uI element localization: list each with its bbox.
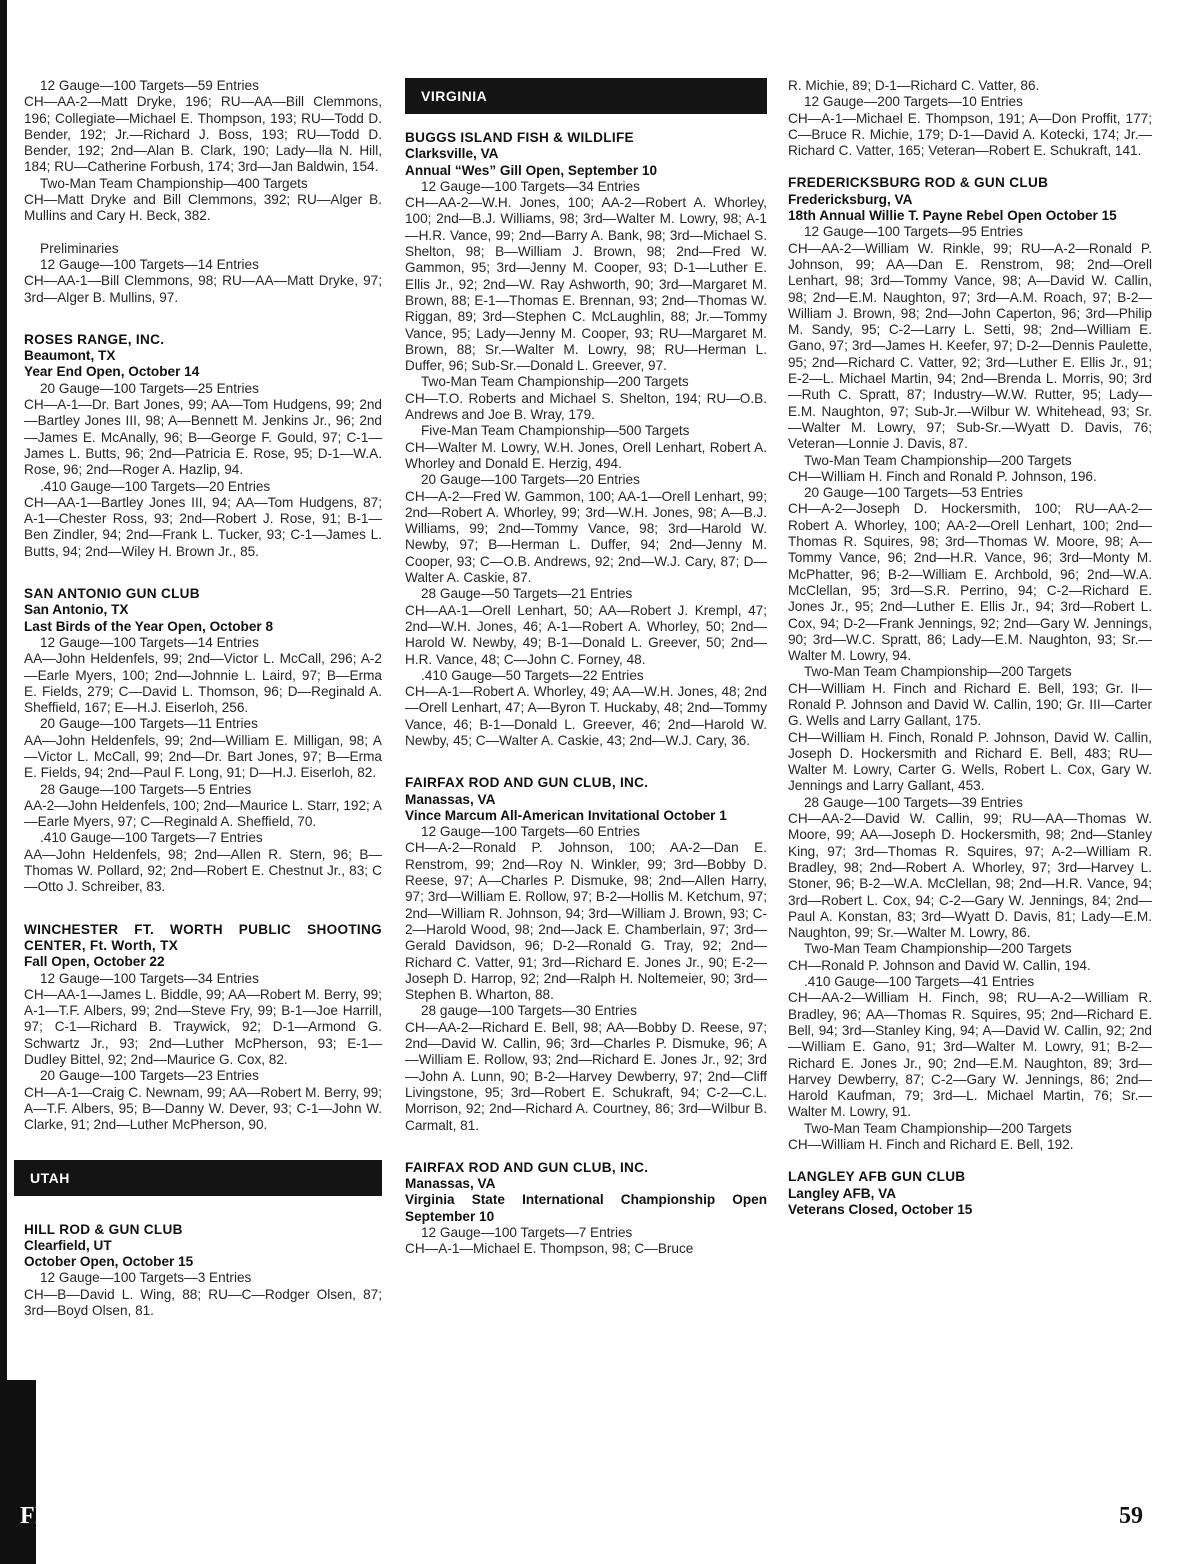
club-location: Manassas, VA	[405, 1176, 496, 1192]
results-paragraph: CH—T.O. Roberts and Michael S. Shelton, 194; RU—O.B. Andrews and Joe B. Wray, 179.	[405, 390, 767, 423]
club-name: BUGGS ISLAND FISH & WILDLIFE	[405, 130, 634, 145]
spacer	[24, 896, 382, 922]
event-division-line: .410 Gauge—100 Targets—7 Entries	[40, 830, 263, 846]
club-name: HILL ROD & GUN CLUB	[24, 1221, 183, 1237]
event-title: Vince Marcum All-American Invitational October 1	[405, 807, 727, 823]
club-location: Clarksville, VA	[405, 146, 499, 162]
club-name: FREDERICKSBURG ROD & GUN CLUB	[788, 175, 1049, 191]
event-division-line: .410 Gauge—50 Targets—22 Entries	[421, 667, 644, 683]
club-location: Clearfield, UT	[24, 1237, 112, 1253]
event-division-line: 12 Gauge—100 Targets—95 Entries	[804, 224, 1023, 240]
results-paragraph: CH—William H. Finch and Ronald P. Johnson, 196.	[788, 468, 1097, 484]
club-name: ROSES RANGE, INC.	[24, 331, 165, 347]
spacer	[24, 1134, 382, 1160]
event-division-line: 20 Gauge—100 Targets—53 Entries	[804, 485, 1023, 501]
results-paragraph: CH—AA-2—William H. Finch, 98; RU—A-2—William R. Bradley, 96; AA—Thomas R. Squires, 95; 2nd—Richard E. Bell, 94; 3rd—Stanley King, 94; A—David W. Callin, 92; 2nd—William E. Gano, 91; 3rd—Walter M. Lowry, 91; B-2—Richard E. Jones Jr., 90; 2nd—E.M. Naughton, 89; 3rd—Harvey Dewberry, 87; C-2—Gary W. Jennings, 86; 2nd—Harold Kaufman, 79; 3rd—L. Michael Martin, 76; Sr.—Walter M. Lowry, 91.	[788, 990, 1152, 1120]
club-location: Beaumont, TX	[24, 348, 116, 364]
results-paragraph: CH—William H. Finch, Ronald P. Johnson, David W. Callin, Joseph D. Hockersmith and Richard E. Bell, 483; RU—Walter M. Lowry, Carter G. Wells, Robert L. Cox, Gary W. Jennings and Larry Gallant, 453.	[788, 729, 1152, 794]
event-title: Fall Open, October 22	[24, 954, 165, 970]
results-paragraph: CH—A-2—Ronald P. Johnson, 100; AA-2—Dan E. Renstrom, 99; 2nd—Roy N. Winkler, 99; 3rd—Bobby D. Reese, 97; A—Charles P. Dismuke, 98; 2nd—Allen Harry, 97; 3rd—William E. Rollow, 97; B-2—Hollis M. Ketchum, 97; 2nd—William R. Johnson, 94; 3rd—William J. Brown, 93; C-2—Harold Wood, 98; 2nd—Jack E. Chamberlain, 97; 3rd—Gerald Davidson, 96; D-2—Ronald G. Tray, 92; 2nd—Richard C. Vatter, 91; 3rd—Richard E. Jones Jr., 90; E-2—Joseph D. Harrop, 92; 2nd—Ralph H. Noltemeier, 90; 3rd—Stephen B. Wharton, 88.	[405, 840, 767, 1003]
results-paragraph: CH—AA-2—William W. Rinkle, 99; RU—A-2—Ronald P. Johnson, 99; AA—Dan E. Renstrom, 98; 2nd—Orell Lenhart, 98; 3rd—Tommy Vance, 98; A—David W. Callin, 98; 2nd—E.M. Naughton, 97; 3rd—A.M. Roach, 97; B-2—William J. Brown, 98; 2nd—John Caperton, 96; 3rd—Philip M. Sandy, 95; C-2—Larry L. Setti, 98; 2nd—William E. Gano, 97; 3rd—James H. Keefer, 97; D-2—Dennis Paulette, 95; 2nd—Richard C. Vatter, 92; 3rd—Luther E. Ellis Jr., 91; E-2—L. Michael Martin, 94; 2nd—Brenda L. Morris, 90; 3rd—Ruth C. Spratt, 87; Industry—W.W. Rutter, 95; Lady—E.M. Naughton, 97; Sub-Jr.—Wilbur W. Whitehead, 93; Sr.—Walter M. Lowry, 97; Sub-Sr.—Wyatt D. Davis, 76; Veteran—Lonnie J. Davis, 87.	[788, 240, 1152, 452]
event-division-line: Two-Man Team Championship—200 Targets	[421, 374, 689, 390]
page-binding-shadow-lower	[0, 1380, 36, 1564]
results-paragraph: AA—John Heldenfels, 98; 2nd—Allen R. Stern, 96; B—Thomas W. Pollard, 92; 2nd—Robert E. Chestnut Jr., 83; C—Otto J. Schreiber, 83.	[24, 846, 382, 895]
event-division-line: 20 Gauge—100 Targets—23 Entries	[40, 1068, 259, 1084]
spacer	[24, 1196, 382, 1222]
results-paragraph: CH—William H. Finch and Richard E. Bell, 193; Gr. II—Ronald P. Johnson and David W. Callin, 190; Gr. III—Carter G. Wells and Larry Gallant, 175.	[788, 680, 1152, 729]
event-division-line: Two-Man Team Championship—200 Targets	[804, 941, 1072, 957]
event-division-line: 28 Gauge—50 Targets—21 Entries	[421, 586, 633, 602]
event-title: Virginia State International Championship Open September 10	[405, 1192, 767, 1224]
club-name: SAN ANTONIO GUN CLUB	[24, 586, 200, 602]
event-division-line: .410 Gauge—100 Targets—41 Entries	[804, 974, 1035, 990]
club-name: FAIRFAX ROD AND GUN CLUB, INC.	[405, 1159, 649, 1175]
results-paragraph: CH—AA-1—Bill Clemmons, 98; RU—AA—Matt Dryke, 97; 3rd—Alger B. Mullins, 97.	[24, 273, 382, 305]
column-middle	[405, 78, 767, 1258]
spacer	[788, 159, 1152, 175]
club-location: Manassas, VA	[405, 791, 496, 807]
results-paragraph: AA-2—John Heldenfels, 100; 2nd—Maurice L. Starr, 192; A—Earle Myers, 97; C—Reginald A. Sheffield, 70.	[24, 797, 382, 830]
event-division-line: Preliminaries	[40, 240, 119, 256]
results-paragraph: CH—A-2—Fred W. Gammon, 100; AA-1—Orell Lenhart, 99; 2nd—Robert A. Whorley, 99; 3rd—W.H. Jones, 98; A—B.J. Williams, 99; 2nd—Tommy Vance, 98; 3rd—Harold W. Newby, 97; B—Herman L. Duffer, 94; 2nd—Jenny M. Cooper, 93; C—O.B. Andrews, 92; 2nd—W.J. Cary, 87; D—Walter A. Caskie, 87.	[405, 488, 767, 586]
state-section-header: VIRGINIA	[405, 78, 767, 114]
event-division-line: 28 Gauge—100 Targets—39 Entries	[804, 794, 1023, 810]
spacer	[788, 1153, 1152, 1169]
results-paragraph: CH—A-1—Dr. Bart Jones, 99; AA—Tom Hudgens, 99; 2nd—Bartley Jones III, 98; A—Bennett M. Jenkins Jr., 96; 2nd—James E. McAnally, 96; B—George F. Gould, 97; C-1—James L. Butts, 96; 2nd—Patricia E. Rose, 95; D-1—W.A. Rose, 96; 2nd—Roger A. Hazlip, 94.	[24, 397, 382, 478]
event-title: Annual “Wes” Gill Open, September 10	[405, 162, 658, 178]
spacer	[405, 1134, 767, 1160]
spacer	[24, 225, 382, 241]
event-division-line: 12 Gauge—100 Targets—34 Entries	[421, 178, 640, 194]
event-division-line: 12 Gauge—100 Targets—7 Entries	[421, 1225, 633, 1240]
spacer	[24, 560, 382, 586]
event-division-line: Two-Man Team Championship—200 Targets	[804, 452, 1072, 468]
event-title: Year End Open, October 14	[24, 364, 200, 380]
results-paragraph: CH—A-2—Joseph D. Hockersmith, 100; RU—AA-2—Robert A. Whorley, 100; AA-2—Orell Lenhart, 100; 2nd—Thomas R. Squires, 98; 3rd—Thomas W. Moore, 98; A—Tommy Vance, 96; 2nd—H.R. Vance, 96; 3rd—Monty M. McPhatter, 96; B-2—William E. Archbold, 96; 2nd—W.A. McClellan, 95; 3rd—S.R. Perrino, 94; C-2—Richard E. Jones Jr., 95; 2nd—Luther E. Ellis Jr., 94; 3rd—Robert L. Cox, 94; D-2—Frank Jennings, 92; 2nd—Gary W. Jennings, 90; 3rd—W.C. Spratt, 86; Lady—E.M. Naughton, 93; Sr.—Walter M. Lowry, 94.	[788, 501, 1152, 664]
event-division-line: 12 Gauge—100 Targets—14 Entries	[40, 634, 259, 650]
results-paragraph: CH—Walter M. Lowry, W.H. Jones, Orell Lenhart, Robert A. Whorley and Donald E. Herzig, 494.	[405, 439, 767, 471]
club-location: San Antonio, TX	[24, 602, 129, 618]
event-title: Veterans Closed, October 15	[788, 1201, 973, 1217]
event-division-line: 28 Gauge—100 Targets—5 Entries	[40, 781, 252, 797]
event-division-line: Two-Man Team Championship—200 Targets	[804, 664, 1072, 680]
results-paragraph: CH—AA-1—Orell Lenhart, 50; AA—Robert J. Krempl, 47; 2nd—W.H. Jones, 46; A-1—Robert A. Whorley, 50; 2nd—Harold W. Newby, 49; B-1—Donald L. Greever, 50; 2nd—H.R. Vance, 48; C—John C. Forney, 48.	[405, 602, 767, 667]
club-name: WINCHESTER FT. WORTH PUBLIC SHOOTING CENTER, Ft. Worth, TX	[24, 921, 382, 953]
results-paragraph: CH—A-1—Michael E. Thompson, 98; C—Bruce	[405, 1241, 694, 1257]
results-paragraph: CH—AA-2—Matt Dryke, 196; RU—AA—Bill Clemmons, 196; Collegiate—Michael E. Thompson, 193; RU—Todd D. Bender, 192; Jr.—Richard J. Boss, 193; RU—Todd D. Bender, 192; 2nd—Alan B. Clark, 190; Lady—lla N. Hill, 184; RU—Catherine Forbush, 174; 3rd—Jan Baldwin, 154.	[24, 94, 382, 175]
event-division-line: 20 Gauge—100 Targets—20 Entries	[421, 472, 640, 488]
results-paragraph: CH—A-1—Craig C. Newnam, 99; AA—Robert M. Berry, 99; A—T.F. Albers, 95; B—Danny W. Dever, 93; C-1—John W. Clarke, 91; 2nd—Luther McPherson, 90.	[24, 1084, 382, 1133]
event-title: Last Birds of the Year Open, October 8	[24, 618, 274, 634]
results-paragraph: R. Michie, 89; D-1—Richard C. Vatter, 86.	[788, 78, 1040, 93]
results-paragraph: AA—John Heldenfels, 99; 2nd—Victor L. McCall, 296; A-2—Earle Myers, 100; 2nd—Johnnie L. Laird, 97; B—Erma E. Fields, 279; C—David L. Thomson, 96; D—Reginald A. Sheffield, 167; E—H.J. Eiserloh, 256.	[24, 651, 382, 716]
event-division-line: 12 Gauge—200 Targets—10 Entries	[804, 94, 1023, 110]
results-paragraph: CH—William H. Finch and Richard E. Bell, 192.	[788, 1137, 1074, 1152]
spacer	[405, 749, 767, 775]
event-division-line: 12 Gauge—100 Targets—60 Entries	[421, 824, 640, 840]
club-location: Langley AFB, VA	[788, 1185, 897, 1201]
results-paragraph: CH—AA-1—James L. Biddle, 99; AA—Robert M. Berry, 99; A-1—T.F. Albers, 99; 2nd—Steve Fry, 99; B-1—Joe Harrill, 97; C-1—Richard B. Traywick, 92; D-1—Armond G. Schwartz Jr., 93; 2nd—Luther McPherson, 93; E-1—Dudley Bittel, 92; 2nd—Maurice G. Cox, 82.	[24, 986, 382, 1068]
event-title: 18th Annual Willie T. Payne Rebel Open October 15	[788, 208, 1117, 224]
results-paragraph: CH—Matt Dryke and Bill Clemmons, 392; RU—Alger B. Mullins and Cary H. Beck, 382.	[24, 192, 382, 224]
footer-issue-date: FEBRUARY 1979	[20, 1503, 213, 1529]
club-location: Fredericksburg, VA	[788, 191, 913, 207]
footer-page-number: 59	[1119, 1503, 1143, 1529]
club-name: LANGLEY AFB GUN CLUB	[788, 1169, 966, 1185]
club-name: FAIRFAX ROD AND GUN CLUB, INC.	[405, 775, 649, 791]
event-division-line: Two-Man Team Championship—200 Targets	[804, 1120, 1072, 1136]
event-division-line: Five-Man Team Championship—500 Targets	[421, 423, 690, 439]
event-division-line: 28 gauge—100 Targets—30 Entries	[421, 1003, 637, 1019]
event-division-line: 12 Gauge—100 Targets—34 Entries	[40, 970, 259, 986]
results-paragraph: CH—A-1—Michael E. Thompson, 191; A—Don Proffit, 177; C—Bruce R. Michie, 179; D-1—David A. Kotecki, 174; Jr.—Richard C. Vatter, 165; Veteran—Robert E. Schukraft, 141.	[788, 110, 1152, 159]
results-paragraph: CH—AA-2—W.H. Jones, 100; AA-2—Robert A. Whorley, 100; 2nd—B.J. Williams, 98; 3rd—Walter M. Lowry, 98; A-1—H.R. Vance, 99; 2nd—Barry A. Bank, 98; 3rd—Michael S. Shelton, 98; B—William J. Brown, 98; 2nd—Fred W. Gammon, 95; 3rd—Jenny M. Cooper, 93; D-1—Luther E. Ellis Jr., 92; 2nd—W. Ray Ashworth, 90; 3rd—Margaret M. Brown, 88; E-1—Thomas E. Brennan, 93; 2nd—Thomas W. Riggan, 89; 3rd—Stephen C. McLaughlin, 88; Jr.—Tommy Vance, 95; Lady—Jenny M. Cooper, 93; RU—Margaret M. Brown, 88; Sr.—Walter M. Lowry, 98; RU—Herman L. Duffer, 96; Sub-Sr.—Donald L. Greever, 97.	[405, 195, 767, 374]
page-binding-shadow	[0, 0, 7, 1564]
results-paragraph: CH—A-1—Robert A. Whorley, 49; AA—W.H. Jones, 48; 2nd—Orell Lenhart, 47; A—Byron T. Huckaby, 48; 2nd—Tommy Vance, 46; B-1—Donald L. Greever, 46; 2nd—Harold W. Newby, 45; C—Walter A. Caskie, 43; 2nd—W.J. Cary, 36.	[405, 684, 767, 748]
column-right	[788, 78, 1152, 1218]
results-paragraph: CH—AA-2—Richard E. Bell, 98; AA—Bobby D. Reese, 97; 2nd—David W. Callin, 96; 3rd—Charles P. Dismuke, 96; A—William E. Rollow, 93; 2nd—Richard E. Jones Jr., 92; 3rd—John A. Lunn, 90; B-2—Harvey Dewberry, 97; 2nd—Cliff Livingstone, 95; 3rd—Robert E. Schukraft, 94; C-2—C.L. Morrison, 92; 2nd—Richard A. Courtney, 86; 3rd—Wilbur B. Carmalt, 81.	[405, 1019, 767, 1133]
spacer	[24, 306, 382, 332]
results-paragraph: CH—Ronald P. Johnson and David W. Callin, 194.	[788, 957, 1091, 973]
event-division-line: 20 Gauge—100 Targets—11 Entries	[40, 716, 258, 732]
results-paragraph: CH—AA-1—Bartley Jones III, 94; AA—Tom Hudgens, 87; A-1—Chester Ross, 93; 2nd—Robert J. Rose, 91; B-1—Ben Zindler, 94; 2nd—Frank L. Tucker, 93; C-1—James L. Butts, 94; 2nd—Wiley H. Brown Jr., 85.	[24, 494, 382, 559]
column-left	[24, 78, 382, 1319]
state-section-header: UTAH	[14, 1160, 382, 1196]
spacer	[405, 114, 767, 130]
event-division-line: 12 Gauge—100 Targets—14 Entries	[40, 256, 259, 272]
event-division-line: 12 Gauge—100 Targets—3 Entries	[40, 1270, 252, 1286]
results-paragraph: AA—John Heldenfels, 99; 2nd—William E. Milligan, 98; A—Victor L. McCall, 99; 2nd—Dr. Bart Jones, 97; B—Erma E. Fields, 94; 2nd—Paul F. Long, 91; D—H.J. Eiserloh, 82.	[24, 732, 382, 781]
event-title: October Open, October 15	[24, 1254, 194, 1270]
event-division-line: 12 Gauge—100 Targets—59 Entries	[40, 78, 259, 93]
results-paragraph: CH—AA-2—David W. Callin, 99; RU—AA—Thomas W. Moore, 99; AA—Joseph D. Hockersmith, 98; 2nd—Stanley King, 97; 3rd—Thomas R. Squires, 97; A-2—William R. Bradley, 98; 2nd—Robert A. Whorley, 97; 3rd—Harvey L. Stoner, 96; B-2—W.A. McClellan, 98; 2nd—H.R. Vance, 94; 3rd—Robert L. Cox, 94; C-2—Gary W. Jennings, 84; 2nd—Paul A. Konstan, 83; 3rd—Wyatt D. Davis, 81; Lady—E.M. Naughton, 99; Sr.—Walter M. Lowry, 86.	[788, 811, 1152, 941]
event-division-line: .410 Gauge—100 Targets—20 Entries	[40, 478, 271, 494]
results-paragraph: CH—B—David L. Wing, 88; RU—C—Rodger Olsen, 87; 3rd—Boyd Olsen, 81.	[24, 1286, 382, 1318]
event-division-line: 20 Gauge—100 Targets—25 Entries	[40, 380, 259, 396]
event-division-line: Two-Man Team Championship—400 Targets	[40, 175, 308, 191]
